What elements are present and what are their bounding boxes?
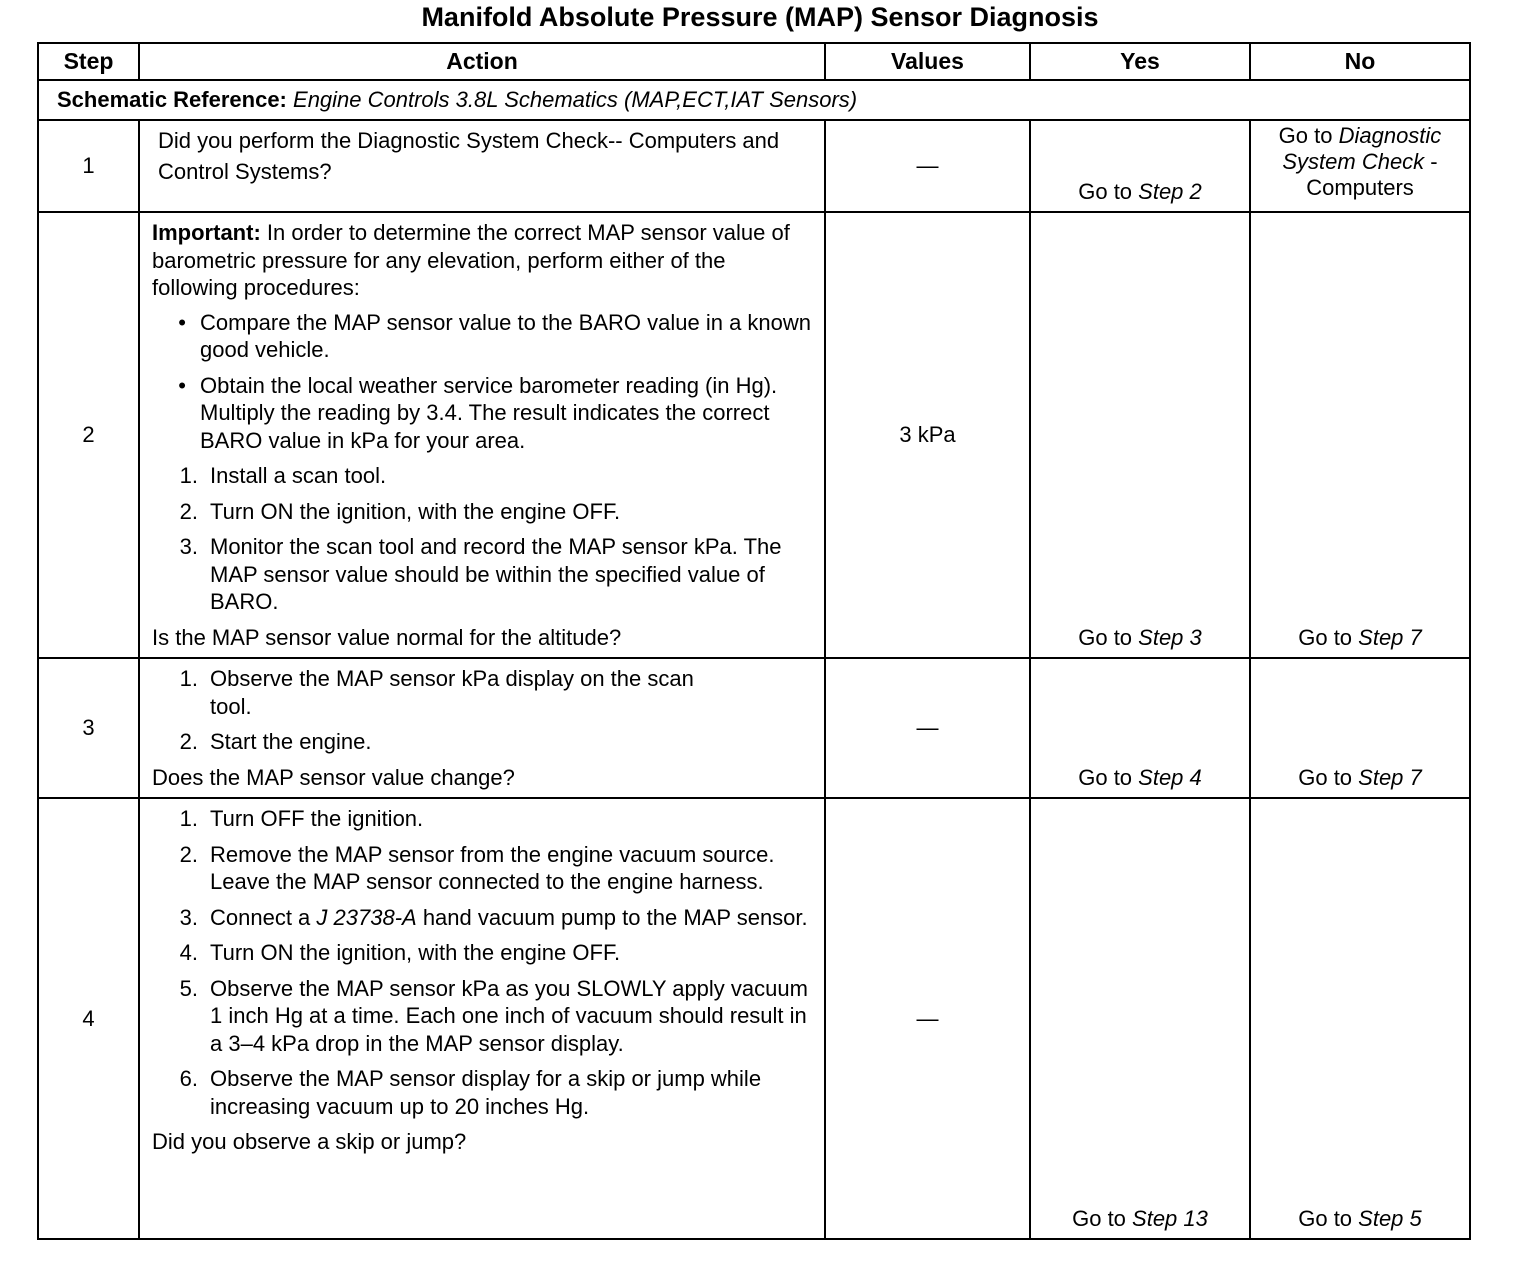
no-link[interactable]: Step 7 xyxy=(1358,765,1422,790)
step-number: 2 xyxy=(38,212,139,658)
list-item: 4. Turn ON the ignition, with the engine OFF. xyxy=(179,940,621,965)
header-step: Step xyxy=(38,43,139,80)
bullet-item: • Obtain the local weather service barometer reading (in Hg). Multiply the reading by 3.4. The result indicates the correct BARO value in kPa for your area. xyxy=(178,372,778,453)
tool-reference: J 23738-A xyxy=(316,904,417,930)
action-cell xyxy=(139,798,825,1239)
table-row xyxy=(38,120,1470,212)
action-cell xyxy=(139,658,825,798)
action-cell xyxy=(139,120,825,212)
yes-cell: Go to Step 3 xyxy=(1030,212,1250,658)
question: Is the MAP sensor value normal for the altitude? xyxy=(152,624,622,650)
value-cell: — xyxy=(825,798,1030,1239)
header-no: No xyxy=(1250,43,1470,80)
question: Did you perform the Diagnostic System Check-- Computers and Control Systems? xyxy=(158,128,780,184)
list-item: 1. Turn OFF the ignition. xyxy=(179,806,424,831)
document-title: Manifold Absolute Pressure (MAP) Sensor Diagnosis xyxy=(421,2,1099,32)
value-cell: — xyxy=(825,120,1030,212)
yes-link[interactable]: Step 3 xyxy=(1138,625,1202,650)
list-item: 1. Install a scan tool. xyxy=(179,463,387,488)
question: Does the MAP sensor value change? xyxy=(152,764,515,790)
step-number: 1 xyxy=(38,120,139,212)
table-row xyxy=(38,658,1470,798)
no-cell: Go to Step 7 xyxy=(1250,658,1470,798)
yes-link[interactable]: Step 13 xyxy=(1132,1206,1208,1231)
list-item: 2. Start the engine. xyxy=(179,729,372,754)
step-number: 4 xyxy=(38,798,139,1239)
yes-cell: Go to Step 13 xyxy=(1030,798,1250,1239)
list-item: 6. Observe the MAP sensor display for a skip or jump while increasing vacuum up to 20 inches Hg. xyxy=(179,1066,762,1119)
header-row xyxy=(38,43,1470,80)
yes-link[interactable]: Step 2 xyxy=(1138,179,1202,204)
list-item: 5. Observe the MAP sensor kPa as you SLOWLY apply vacuum 1 inch Hg at a time. Each one inch of vacuum should result in a 3–4 kPa drop in the MAP sensor display. xyxy=(179,975,808,1056)
step-number: 3 xyxy=(38,658,139,798)
schematic-reference xyxy=(38,80,1470,120)
no-cell: Go to Step 5 xyxy=(1250,798,1470,1239)
list-item: 2. Remove the MAP sensor from the engine vacuum source. Leave the MAP sensor connected to the engine harness. xyxy=(179,841,775,894)
schematic-reference-row xyxy=(38,80,1470,120)
table-row xyxy=(38,212,1470,658)
no-cell: Go to Diagnostic System Check - Computers xyxy=(1250,120,1470,212)
list-item: 2. Turn ON the ignition, with the engine OFF. xyxy=(179,498,621,524)
value-cell: 3 kPa xyxy=(825,212,1030,658)
value-cell: — xyxy=(825,658,1030,798)
yes-cell: Go to Step 2 xyxy=(1030,120,1250,212)
schematic-label: Schematic Reference: xyxy=(57,87,287,112)
important-note: Important: In order to determine the correct MAP sensor value of barometric pressure for any elevation, perform either of the following procedures: xyxy=(152,220,790,300)
header-yes: Yes xyxy=(1030,43,1250,80)
header-action: Action xyxy=(139,43,825,80)
table-row xyxy=(38,798,1470,1239)
schematic-link[interactable]: Engine Controls 3.8L Schematics (MAP,ECT,IAT Sensors) xyxy=(293,87,858,112)
question: Did you observe a skip or jump? xyxy=(152,1129,467,1154)
yes-cell: Go to Step 4 xyxy=(1030,658,1250,798)
list-item: 3. Connect a J 23738-A hand vacuum pump to the MAP sensor. xyxy=(179,904,808,930)
no-cell: Go to Step 7 xyxy=(1250,212,1470,658)
action-cell xyxy=(139,212,825,658)
no-link[interactable]: Step 5 xyxy=(1358,1206,1422,1231)
diagnosis-table xyxy=(37,42,1471,1240)
header-values: Values xyxy=(825,43,1030,80)
list-item: 1. Observe the MAP sensor kPa display on the scan tool. xyxy=(179,666,694,719)
bullet-item: • Compare the MAP sensor value to the BARO value in a known good vehicle. xyxy=(178,309,812,362)
yes-link[interactable]: Step 4 xyxy=(1138,765,1202,790)
list-item: 3. Monitor the scan tool and record the MAP sensor kPa. The MAP sensor value should be within the specified value of BARO. xyxy=(179,534,782,614)
no-link[interactable]: Step 7 xyxy=(1358,625,1422,650)
no-link[interactable]: Diagnostic System Check xyxy=(1282,123,1442,174)
